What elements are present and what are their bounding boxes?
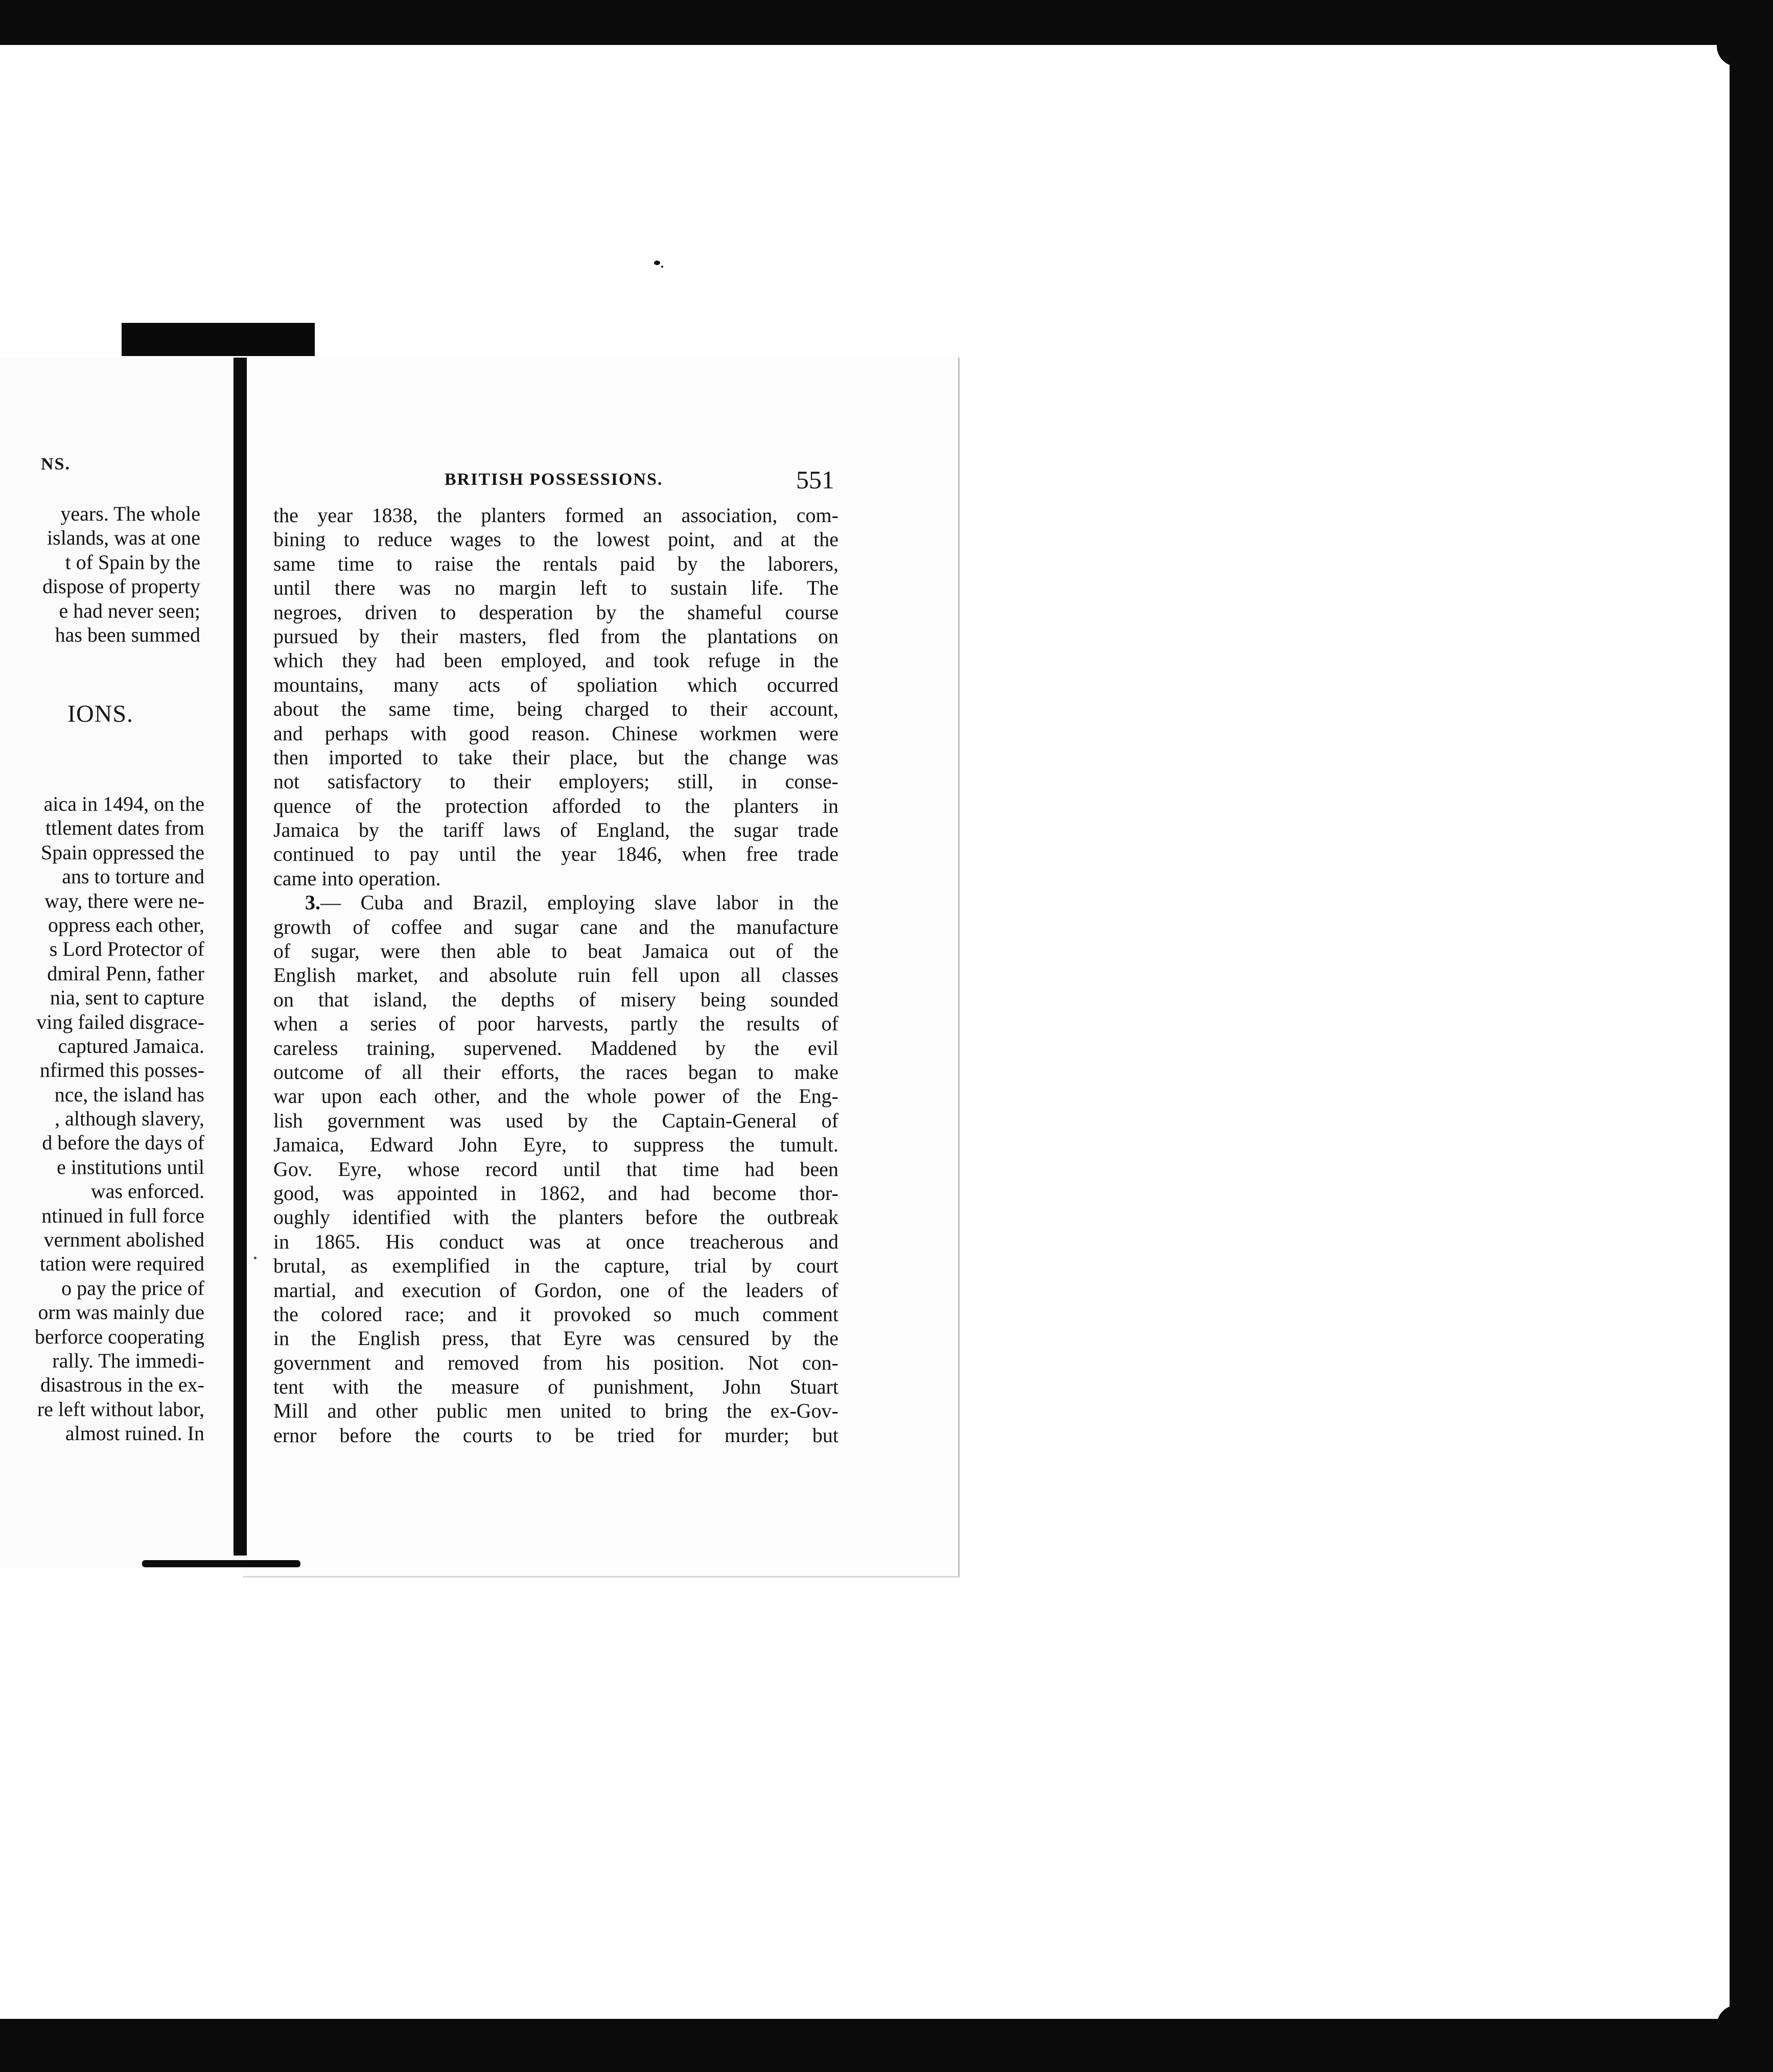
text-line: Gov. Eyre, whose record until that time had been: [273, 1157, 838, 1181]
scan-speck-small: [661, 266, 663, 268]
left-text-line: ntinued in full force: [41, 1204, 204, 1227]
scan-border-right: [1730, 0, 1773, 2072]
left-text-line: ving failed disgrace-: [36, 1010, 204, 1033]
margin-dot: [254, 1257, 256, 1259]
book-gutter-foot: [142, 1560, 300, 1567]
text-line: in 1865. His conduct was at once treacherous and: [273, 1230, 838, 1253]
left-running-head: NS.: [41, 455, 71, 474]
text-line: same time to raise the rentals paid by the laborers,: [273, 552, 838, 575]
text-line: outcome of all their efforts, the races began to make: [273, 1060, 838, 1084]
left-text-line: Spain oppressed the: [41, 840, 204, 864]
left-text-line: ans to torture and: [62, 865, 204, 888]
text-line: and perhaps with good reason. Chinese workmen were: [273, 721, 838, 745]
left-text-line: disastrous in the ex-: [40, 1373, 204, 1397]
scan-speck: [654, 261, 660, 265]
text-line: until there was no margin left to sustain life. The: [273, 576, 838, 600]
left-text-line: o pay the price of: [61, 1276, 204, 1300]
left-text-line: rally. The immedi-: [52, 1349, 204, 1372]
text-line: not satisfactory to their employers; still, in conse-: [273, 770, 838, 793]
scan-border-top: [0, 0, 1773, 45]
left-text-line: way, there were ne-: [44, 889, 204, 912]
text-line: growth of coffee and sugar cane and the manufacture: [273, 915, 838, 938]
page-number: 551: [796, 465, 834, 494]
text-line: when a series of poor harvests, partly the results of: [273, 1012, 838, 1035]
text-line: quence of the protection afforded to the planters in: [273, 794, 838, 817]
body-text: [273, 503, 838, 1447]
left-text-line: orm was mainly due: [38, 1301, 204, 1324]
left-text-line: nfirmed this posses-: [39, 1058, 204, 1082]
text-line: negroes, driven to desperation by the shameful course: [273, 600, 838, 624]
left-text-line: nia, sent to capture: [50, 986, 204, 1009]
text-line: continued to pay until the year 1846, when free trade: [273, 842, 838, 866]
left-text-block-main: [0, 792, 204, 1446]
text-line: bining to reduce wages to the lowest point, and at the: [273, 528, 838, 551]
text-line: then imported to take their place, but the change was: [273, 745, 838, 769]
text-line: Jamaica by the tariff laws of England, the sugar trade: [273, 818, 838, 842]
section-3-first-line: [273, 890, 838, 914]
left-text-line: islands, was at one: [47, 526, 200, 550]
left-text-line: dispose of property: [42, 575, 200, 598]
left-text-block-top: [0, 502, 200, 647]
text-line: Jamaica, Edward John Eyre, to suppress the tumult.: [273, 1133, 838, 1157]
left-text-line: ttlement dates from: [45, 816, 204, 840]
text-line: pursued by their masters, fled from the plantations on: [273, 624, 838, 648]
left-text-line: , although slavery,: [55, 1107, 204, 1131]
left-text-line: berforce cooperating: [34, 1325, 204, 1348]
left-text-line: captured Jamaica.: [58, 1034, 204, 1057]
text-line: lish government was used by the Captain-General of: [273, 1109, 838, 1132]
text-line: English market, and absolute ruin fell upon all classes: [273, 963, 838, 987]
scan-border-bottom: [0, 2019, 1773, 2072]
text-line: on that island, the depths of misery being sounded: [273, 987, 838, 1011]
left-text-line: almost ruined. In: [65, 1422, 204, 1445]
book-gutter: [234, 358, 247, 1556]
left-text-line: re left without labor,: [37, 1397, 204, 1421]
text-line: tent with the measure of punishment, John Stuart: [273, 1375, 838, 1399]
text-line: oughly identified with the planters before the outbreak: [273, 1206, 838, 1229]
text-line: brutal, as exemplified in the capture, trial by court: [273, 1254, 838, 1278]
left-text-line: was enforced.: [90, 1180, 204, 1203]
left-text-line: e institutions until: [57, 1155, 204, 1179]
left-text-line: tation were required: [39, 1252, 204, 1276]
left-text-line: vernment abolished: [43, 1228, 204, 1252]
left-text-line: oppress each other,: [48, 913, 204, 936]
running-head: BRITISH POSSESSIONS.: [445, 470, 663, 489]
text-line: about the same time, being charged to their account,: [273, 697, 838, 721]
left-text-line: aica in 1494, on the: [43, 792, 204, 815]
left-text-line: nce, the island has: [54, 1082, 204, 1106]
scan-corner-top-right: [1717, 36, 1747, 66]
left-text-line: s Lord Protector of: [49, 937, 204, 961]
text-line: war upon each other, and the whole power of the Eng-: [273, 1085, 838, 1108]
left-section-heading: IONS.: [67, 700, 134, 727]
left-text-line: dmiral Penn, father: [47, 961, 204, 985]
text-line: good, was appointed in 1862, and had become thor-: [273, 1181, 838, 1205]
text-line: Mill and other public men united to bring the ex-Gov-: [273, 1399, 838, 1423]
text-line: government and removed from his position. Not con-: [273, 1351, 838, 1374]
text-line: in the English press, that Eyre was censured by the: [273, 1327, 838, 1350]
text-line: came into operation.: [273, 866, 441, 890]
text-line: mountains, many acts of spoliation which occurred: [273, 673, 838, 696]
section-first-line-text: — Cuba and Brazil, employing slave labor in the: [320, 891, 838, 914]
text-line: ernor before the courts to be tried for murder; but: [273, 1423, 838, 1447]
left-text-line: e had never seen;: [59, 599, 200, 622]
text-line: careless training, supervened. Maddened by the evil: [273, 1036, 838, 1059]
text-line: martial, and execution of Gordon, one of the leaders of: [273, 1278, 838, 1302]
binding-tab: [122, 323, 315, 356]
text-line: the colored race; and it provoked so much comment: [273, 1302, 838, 1326]
left-text-line: years. The whole: [60, 502, 200, 525]
left-text-line: d before the days of: [42, 1131, 204, 1155]
section-number: 3.: [305, 891, 320, 914]
text-line: of sugar, were then able to beat Jamaica out of the: [273, 939, 838, 963]
text-line: which they had been employed, and took refuge in the: [273, 649, 838, 672]
left-text-line: t of Spain by the: [65, 550, 200, 574]
text-line: the year 1838, the planters formed an association, com-: [273, 504, 838, 527]
left-text-line: has been summed: [55, 623, 200, 646]
